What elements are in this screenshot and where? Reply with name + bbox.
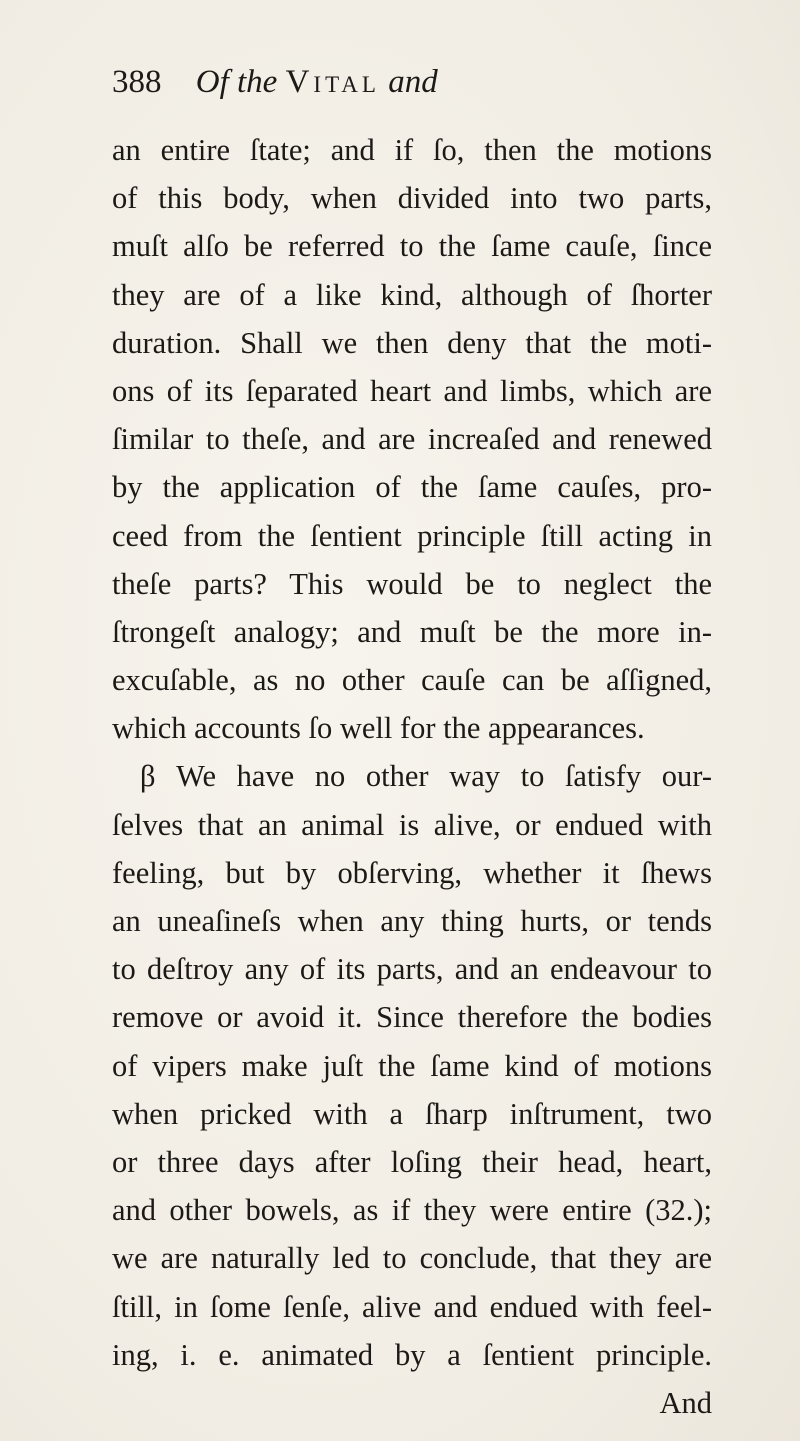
page-number: 388 [112,64,162,100]
text-line: duration. Shall we then deny that the moti- [112,325,712,360]
catchword: And [659,1385,712,1420]
running-title-italic-2: and [388,64,438,100]
running-title-italic-1: Of the [195,64,278,100]
text-line: an entire ſtate; and if ſo, then the motions [112,133,712,167]
text-line: theſe parts? This would be to neglect the [112,566,712,601]
text-line: which accounts ſo well for the appearances. [112,711,645,746]
text-line: they are of a like kind, although of ſhorter [112,277,712,312]
text-line: ſtrongeſt analogy; and muſt be the more in- [112,614,712,649]
text-line: an uneaſineſs when any thing hurts, or tends [112,904,712,938]
text-line: and other bowels, as if they were entire (32.); [112,1193,712,1228]
text-line: by the application of the ſame cauſes, pro- [112,470,712,505]
text-line: feeling, but by obſerving, whether it ſhews [112,855,712,890]
running-head [112,62,438,102]
text-line: ſelves that an animal is alive, or endued with [112,807,712,842]
text-line: excuſable, as no other cauſe can be aſſigned, [112,663,712,698]
text-line: ing, i. e. animated by a ſentient principle. [112,1337,712,1372]
text-line: of vipers make juſt the ſame kind of motions [112,1048,712,1083]
text-line: we are naturally led to conclude, that they are [112,1241,712,1276]
text-line: ceed from the ſentient principle ſtill acting in [112,518,712,553]
text-line: ſimilar to theſe, and are increaſed and renewed [112,422,712,457]
paragraph-start-line: β We have no other way to ſatisfy our- [140,759,712,794]
body-text [112,126,712,1427]
text-line: of this body, when divided into two parts, [112,181,712,216]
text-line: or three days after loſing their head, heart, [112,1144,712,1179]
running-title-caps: Vital [285,64,380,100]
text-line: muſt alſo be referred to the ſame cauſe, ſince [112,229,712,264]
text-line: when pricked with a ſharp inſtrument, two [112,1096,712,1131]
text-line: to deſtroy any of its parts, and an endeavour to [112,952,712,987]
text-line: ons of its ſeparated heart and limbs, which are [112,373,712,408]
text-line: ſtill, in ſome ſenſe, alive and endued with feel- [112,1289,712,1324]
text-line: remove or avoid it. Since therefore the bodies [112,1000,712,1035]
